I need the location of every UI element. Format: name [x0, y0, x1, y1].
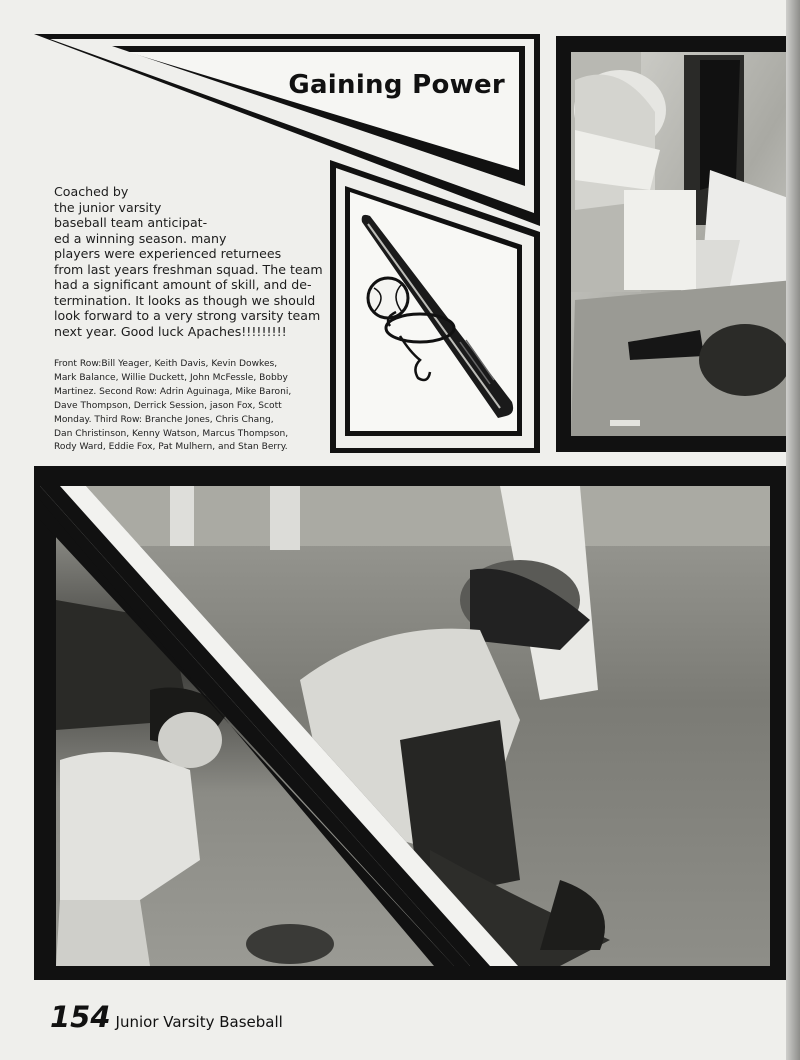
story-line: had a significant amount of skill, and de- — [54, 277, 312, 292]
story-line: the junior varsity — [54, 199, 162, 215]
page-title: Gaining Power — [288, 70, 505, 100]
story-line: look forward to a very strong varsity team — [54, 308, 321, 323]
story-line: termination. It looks as though we should — [54, 292, 316, 308]
story-line: baseball team anticipat- — [54, 215, 208, 230]
roster-line: Mark Balance, Willie Duckett, John McFessle, Bobby — [54, 372, 288, 383]
story-line: Coached by — [54, 184, 129, 199]
team-roster-caption — [54, 358, 316, 455]
story-line: from last years freshman squad. The team — [54, 261, 323, 277]
roster-line: Martinez. Second Row: Adrin Aguinaga, Mike Baroni, — [54, 386, 292, 397]
story-line: ed a winning season. many — [54, 230, 227, 246]
roster-line: Dave Thompson, Derrick Session, jason Fox, Scott — [54, 400, 282, 411]
roster-line: Dan Christinson, Kenny Watson, Marcus Thompson, — [54, 428, 289, 439]
photo-dugout-players — [556, 36, 800, 452]
page-edge-shadow — [786, 0, 800, 1060]
roster-line: Monday. Third Row: Branche Jones, Chris Chang, — [54, 414, 274, 425]
page-footer — [50, 1000, 283, 1036]
story-line: next year. Good luck Apaches!!!!!!!!! — [54, 323, 287, 339]
roster-line: Rody Ward, Eddie Fox, Pat Mulhern, and Stan Berry. — [54, 442, 288, 453]
photo-infielders-fielding — [34, 466, 786, 980]
section-name: Junior Varsity Baseball — [115, 1013, 283, 1031]
roster-line: Front Row:Bill Yeager, Keith Davis, Kevin Dowkes, — [54, 359, 278, 369]
story-line: players were experienced returnees — [54, 246, 282, 261]
story-paragraph — [54, 184, 323, 339]
page-number: 154 — [50, 1000, 111, 1034]
